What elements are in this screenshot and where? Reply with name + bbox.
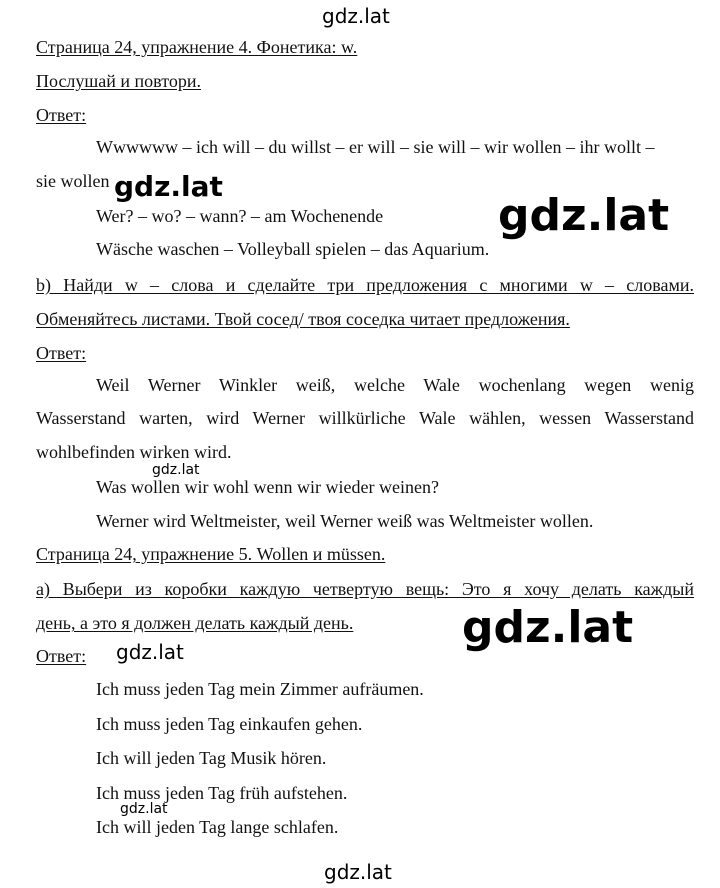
watermark: gdz.lat [498, 190, 670, 241]
watermark-top: gdz.lat [322, 4, 390, 28]
task-b-line-2: Обменяйтесь листами. Твой сосед/ твоя соседка читает предложения. [36, 309, 570, 329]
section2-answer-label: Ответ: [36, 646, 87, 666]
watermark-bottom: gdz.lat [324, 860, 392, 884]
section1-title: Страница 24, упражнение 4. Фонетика: w. [36, 37, 358, 57]
task-a-line-2: день, а это я должен делать каждый день. [36, 613, 354, 633]
paragraph-line-3: wohlbefinden wirken wird. [36, 442, 232, 462]
paragraph-line-1: Weil Werner Winkler weiß, welche Wale wochenlang wegen wenig [96, 375, 694, 395]
phonetics-line-3: Wäsche waschen – Volleyball spielen – das Aquarium. [96, 239, 490, 259]
paragraph-line-2: Wasserstand warten, wird Werner willkürliche Wale wählen, wessen Wasserstand [36, 408, 694, 428]
phonetics-line-1: Wwwwww – ich will – du willst – er will – sie will – wir wollen – ihr wollt – [96, 137, 655, 157]
answer-item: Ich muss jeden Tag mein Zimmer aufräumen. [96, 679, 424, 699]
answer-item: Ich will jeden Tag lange schlafen. [96, 817, 339, 837]
sentence-3: Werner wird Weltmeister, weil Werner weiß was Weltmeister wollen. [96, 511, 594, 531]
section1-answer-label: Ответ: [36, 105, 87, 125]
section1-instruction: Послушай и повтори. [36, 71, 201, 91]
section2-title: Страница 24, упражнение 5. Wollen и müssen. [36, 544, 386, 564]
watermark: gdz.lat [116, 640, 184, 664]
watermark: gdz.lat [114, 170, 223, 203]
task-b-answer-label: Ответ: [36, 343, 87, 363]
answer-item: Ich will jeden Tag Musik hören. [96, 748, 327, 768]
answer-item: Ich muss jeden Tag einkaufen gehen. [96, 714, 363, 734]
answer-item: Ich muss jeden Tag früh aufstehen. [96, 783, 348, 803]
phonetics-line-2: Wer? – wo? – wann? – am Wochenende [96, 206, 384, 226]
watermark: gdz.lat [120, 801, 168, 817]
watermark: gdz.lat [152, 462, 200, 478]
sentence-2: Was wollen wir wohl wenn wir wieder weinen? [96, 477, 439, 497]
phonetics-line-1-continued: sie wollen [36, 171, 110, 191]
task-a-line-1: а) Выбери из коробки каждую четвертую вещь: Это я хочу делать каждый [36, 579, 694, 599]
task-b-line-1: b) Найди w – слова и сделайте три предложения с многими w – словами. [36, 275, 694, 295]
watermark: gdz.lat [462, 602, 634, 653]
